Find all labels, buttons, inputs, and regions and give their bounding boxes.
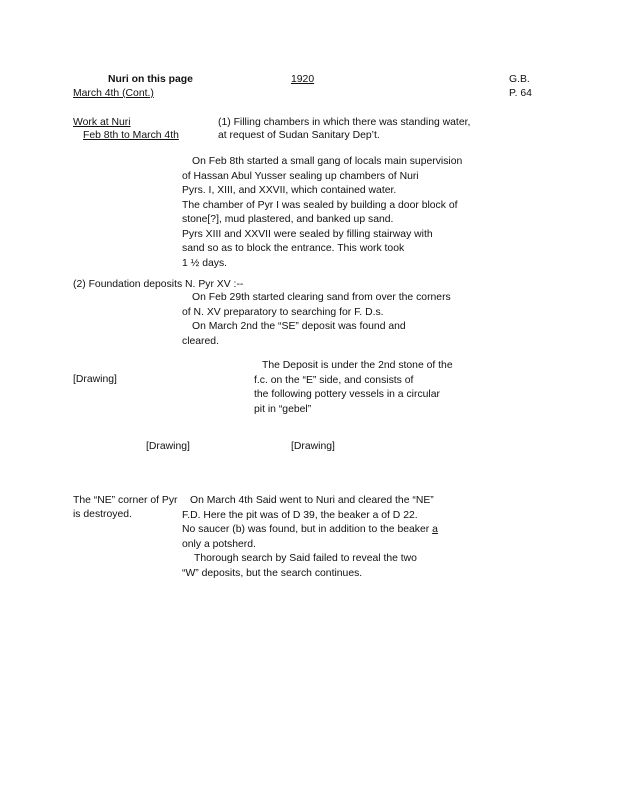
page-number: P. 64: [509, 88, 532, 99]
section2-para-line: On March 2nd the “SE” deposit was found and: [192, 321, 406, 332]
section1-para-line: stone[?], mud plastered, and banked up sand.: [182, 214, 394, 225]
section2-para-line: of N. XV preparatory to searching for F. D.s.: [182, 306, 384, 318]
deposit-line: pit in “gebel”: [254, 403, 312, 415]
drawing-placeholder-left: [Drawing]: [73, 374, 117, 385]
section3-line: “W” deposits, but the search continues.: [182, 567, 363, 579]
section1-para-line: 1 ½ days.: [182, 257, 228, 269]
margin-ne-corner-line1: The “NE” corner of Pyr: [73, 495, 178, 506]
section1-para-line: of Hassan Abul Yusser sealing up chambers of Nuri: [182, 170, 419, 182]
section1-paragraph: [182, 155, 462, 271]
section3-paragraph: [182, 494, 438, 581]
margin-work-at-nuri: Work at Nuri: [73, 117, 131, 128]
section2-paragraph: [182, 291, 451, 349]
section2-para-line: On Feb 29th started clearing sand from over the corners: [192, 292, 451, 303]
section1-para-line: Pyrs XIII and XXVII were sealed by filling stairway with: [182, 228, 433, 240]
header-code: G.B.: [509, 74, 530, 85]
section1-para-line: Pyrs. I, XIII, and XXVII, which contained water.: [182, 185, 397, 196]
section1-para-line: sand so as to block the entrance. This work took: [182, 243, 405, 254]
drawing-placeholder-b: [Drawing]: [291, 441, 335, 452]
section3-line3-text: No saucer (b) was found, but in addition to the beaker: [182, 524, 433, 535]
underlined-beaker-a: a: [432, 524, 438, 535]
margin-ne-corner-line2: is destroyed.: [73, 509, 132, 520]
section3-line: F.D. Here the pit was of D 39, the beaker a of D 22.: [182, 509, 418, 521]
section3-line: Thorough search by Said failed to reveal the two: [194, 553, 417, 564]
margin-date-range: Feb 8th to March 4th: [83, 130, 179, 141]
section1-heading-line1: (1) Filling chambers in which there was standing water,: [218, 117, 471, 128]
header-year: 1920: [291, 74, 315, 85]
drawing-placeholder-a: [Drawing]: [146, 441, 190, 452]
deposit-line: f.c. on the “E” side, and consists of: [254, 374, 414, 386]
header-left-title: Nuri on this page: [108, 74, 193, 85]
section3-line: On March 4th Said went to Nuri and cleared the “NE”: [190, 495, 434, 506]
section3-line: only a potsherd.: [182, 538, 256, 550]
deposit-description: [254, 359, 453, 417]
section3-line: [182, 523, 438, 538]
section2-para-line: cleared.: [182, 335, 219, 347]
section1-para-line: The chamber of Pyr I was sealed by building a door block of: [182, 199, 458, 211]
header-date: March 4th (Cont.): [73, 88, 154, 99]
deposit-line: The Deposit is under the 2nd stone of the: [262, 360, 453, 371]
section1-heading-line2: at request of Sudan Sanitary Dep’t.: [218, 130, 380, 141]
section2-heading: (2) Foundation deposits N. Pyr XV :--: [73, 279, 244, 290]
deposit-line: the following pottery vessels in a circular: [254, 389, 440, 400]
section1-para-line: On Feb 8th started a small gang of locals main supervision: [192, 156, 463, 167]
